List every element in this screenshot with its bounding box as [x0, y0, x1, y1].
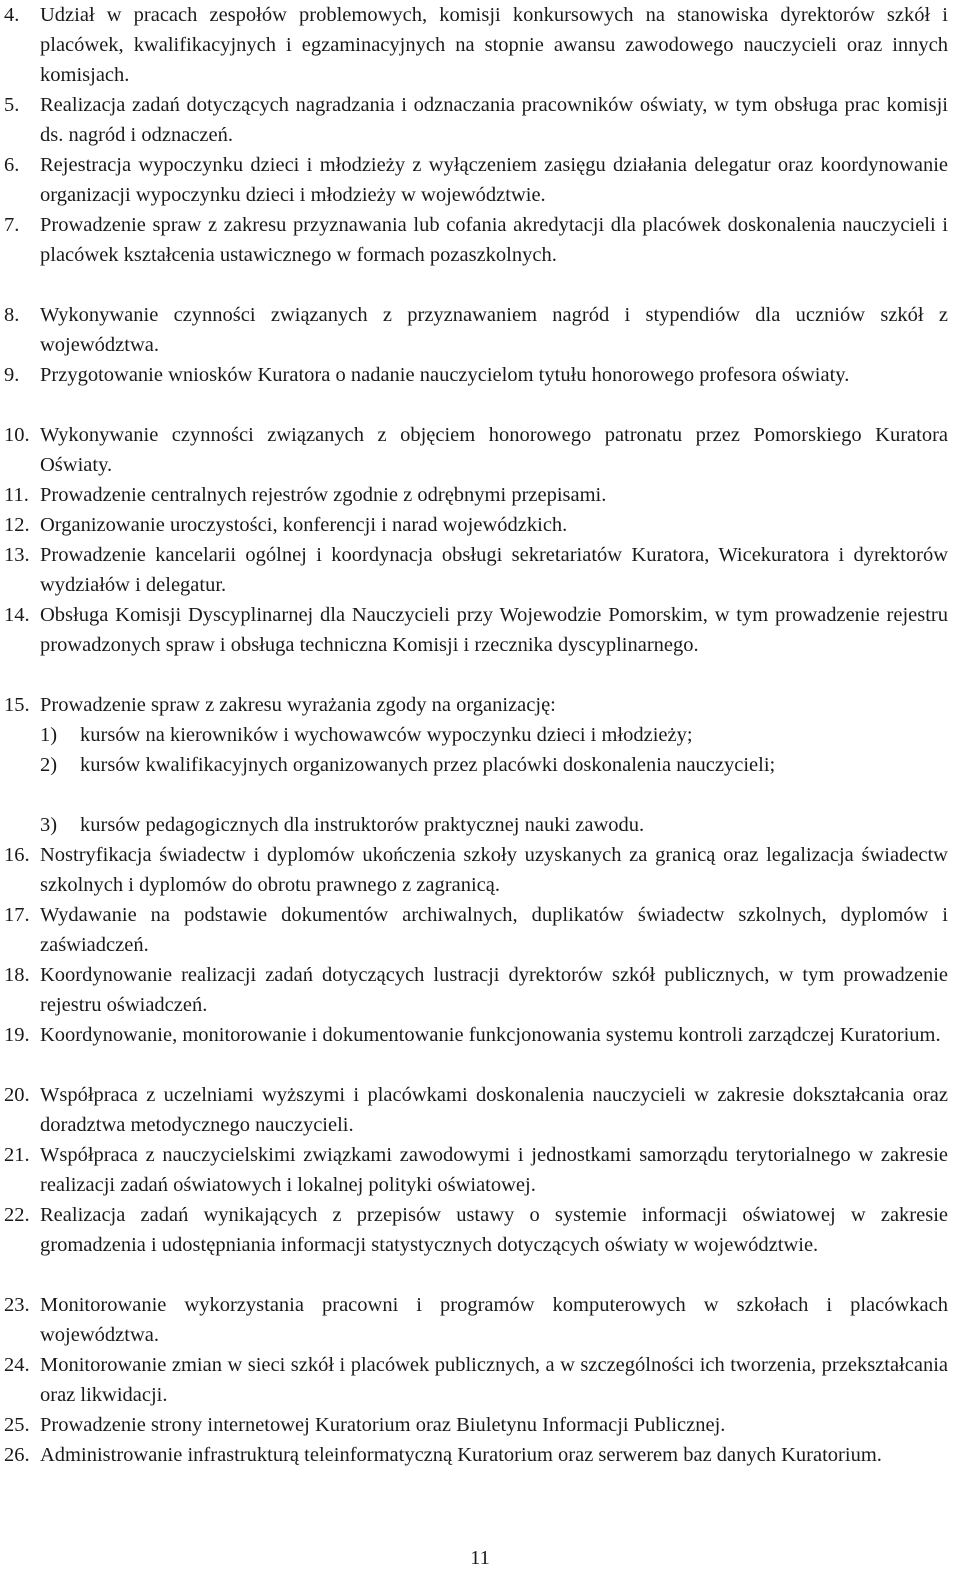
item-text: kursów pedagogicznych dla instruktorów praktycznej nauki zawodu. [80, 814, 645, 836]
item-text: Koordynowanie realizacji zadań dotyczących lustracji dyrektorów szkół publicznych, w tym prowadzenie rejestru oświadczeń. [40, 964, 948, 1017]
item-text: Realizacja zadań dotyczących nagradzania i odznaczania pracowników oświaty, w tym obsługa prac komisji ds. nagród i odznaczeń. [40, 94, 948, 147]
item-number: 1) [40, 724, 58, 746]
list-item [0, 150, 960, 210]
item-text: Wykonywanie czynności związanych z objęciem honorowego patronatu przez Pomorskiego Kuratora Oświaty. [40, 424, 948, 477]
item-text: Przygotowanie wniosków Kuratora o nadanie nauczycielom tytułu honorowego profesora oświaty. [40, 364, 850, 386]
list-item [0, 90, 960, 150]
item-text: Realizacja zadań wynikających z przepisów ustawy o systemie informacji oświatowej w zakresie gromadzenia i udostępniania informacji statystycznych dotyczących oświaty w województwie. [40, 1204, 948, 1257]
list-item [0, 540, 960, 600]
item-number: 23. [4, 1294, 30, 1316]
item-number: 4. [4, 4, 20, 26]
item-number: 19. [4, 1024, 30, 1046]
list-item [0, 1140, 960, 1200]
item-text: Prowadzenie kancelarii ogólnej i koordynacja obsługi sekretariatów Kuratora, Wicekuratora i dyrektorów wydziałów i delegatur. [40, 544, 948, 597]
list-item [0, 210, 960, 270]
item-text: Monitorowanie wykorzystania pracowni i programów komputerowych w szkołach i placówkach województwa. [40, 1294, 948, 1347]
item-number: 16. [4, 844, 30, 866]
list-item [0, 960, 960, 1020]
item-number: 9. [4, 364, 20, 386]
item-text: Współpraca z nauczycielskimi związkami zawodowymi i jednostkami samorządu terytorialnego w zakresie realizacji zadań oświatowych i lokalnej polityki oświatowej. [40, 1144, 948, 1197]
item-text: Administrowanie infrastrukturą teleinformatyczną Kuratorium oraz serwerem baz danych Kuratorium. [40, 1444, 882, 1466]
list-item [0, 360, 960, 390]
list-item [0, 600, 960, 660]
item-number: 17. [4, 904, 30, 926]
sub-list-item [0, 810, 960, 840]
item-number: 18. [4, 964, 30, 986]
list-item [0, 420, 960, 480]
item-text: kursów kwalifikacyjnych organizowanych przez placówki doskonalenia nauczycieli; [80, 754, 776, 776]
item-number: 14. [4, 604, 30, 626]
item-text: Koordynowanie, monitorowanie i dokumentowanie funkcjonowania systemu kontroli zarządczej Kuratorium. [40, 1024, 941, 1046]
list-item [0, 900, 960, 960]
item-number: 6. [4, 154, 20, 176]
list-item [0, 1410, 960, 1440]
item-text: Współpraca z uczelniami wyższymi i placówkami doskonalenia nauczycieli w zakresie dokształcania oraz doradztwa metodycznego nauczycieli. [40, 1084, 948, 1137]
item-number: 13. [4, 544, 30, 566]
item-text: Udział w pracach zespołów problemowych, komisji konkursowych na stanowiska dyrektorów szkół i placówek, kwalifikacyjnych i egzaminacyjnych na stopnie awansu zawodowego nauczycieli oraz innych komisjach. [40, 4, 948, 87]
list-item [0, 1290, 960, 1350]
list-item [0, 0, 960, 90]
list-item [0, 1200, 960, 1260]
sub-list-item [0, 720, 960, 750]
item-text: Prowadzenie centralnych rejestrów zgodnie z odrębnymi przepisami. [40, 484, 607, 506]
item-number: 26. [4, 1444, 30, 1466]
sub-list-item [0, 750, 960, 780]
item-text: Prowadzenie spraw z zakresu przyznawania lub cofania akredytacji dla placówek doskonalenia nauczycieli i placówek kształcenia ustawicznego w formach pozaszkolnych. [40, 214, 948, 267]
item-text: Prowadzenie strony internetowej Kuratorium oraz Biuletynu Informacji Publicznej. [40, 1414, 726, 1436]
list-item [0, 1020, 960, 1050]
item-number: 20. [4, 1084, 30, 1106]
item-number: 11. [4, 484, 29, 506]
list-item [0, 510, 960, 540]
list-item [0, 1350, 960, 1410]
item-number: 24. [4, 1354, 30, 1376]
item-text: Wydawanie na podstawie dokumentów archiwalnych, duplikatów świadectw szkolnych, dyplomów i zaświadczeń. [40, 904, 948, 957]
item-text: Nostryfikacja świadectw i dyplomów ukończenia szkoły uzyskanych za granicą oraz legalizacja świadectw szkolnych i dyplomów do obrotu prawnego z zagranicą. [40, 844, 948, 897]
item-text: Obsługa Komisji Dyscyplinarnej dla Nauczycieli przy Wojewodzie Pomorskim, w tym prowadzenie rejestru prowadzonych spraw i obsługa techniczna Komisji i rzecznika dyscyplinarnego. [40, 604, 948, 657]
list-item [0, 480, 960, 510]
list-item [0, 300, 960, 360]
item-text: Monitorowanie zmian w sieci szkół i placówek publicznych, a w szczególności ich tworzenia, przekształcania oraz likwidacji. [40, 1354, 948, 1407]
list-item [0, 690, 960, 720]
item-number: 21. [4, 1144, 30, 1166]
item-number: 8. [4, 304, 20, 326]
item-number: 3) [40, 814, 58, 836]
item-number: 5. [4, 94, 20, 116]
item-number: 15. [4, 694, 30, 716]
item-number: 25. [4, 1414, 30, 1436]
list-item [0, 1080, 960, 1140]
page-number: 11 [470, 1547, 490, 1569]
item-text: kursów na kierowników i wychowawców wypoczynku dzieci i młodzieży; [80, 724, 693, 746]
item-text: Organizowanie uroczystości, konferencji i narad wojewódzkich. [40, 514, 568, 536]
item-number: 7. [4, 214, 20, 236]
item-number: 10. [4, 424, 30, 446]
item-text: Prowadzenie spraw z zakresu wyrażania zgody na organizację: [40, 694, 556, 716]
item-text: Rejestracja wypoczynku dzieci i młodzieży z wyłączeniem zasięgu działania delegatur oraz koordynowanie organizacji wypoczynku dzieci i młodzieży w województwie. [40, 154, 948, 207]
item-number: 12. [4, 514, 30, 536]
item-text: Wykonywanie czynności związanych z przyznawaniem nagród i stypendiów dla uczniów szkół z województwa. [40, 304, 948, 357]
list-item [0, 840, 960, 900]
item-number: 2) [40, 754, 58, 776]
item-number: 22. [4, 1204, 30, 1226]
list-item [0, 1440, 960, 1470]
